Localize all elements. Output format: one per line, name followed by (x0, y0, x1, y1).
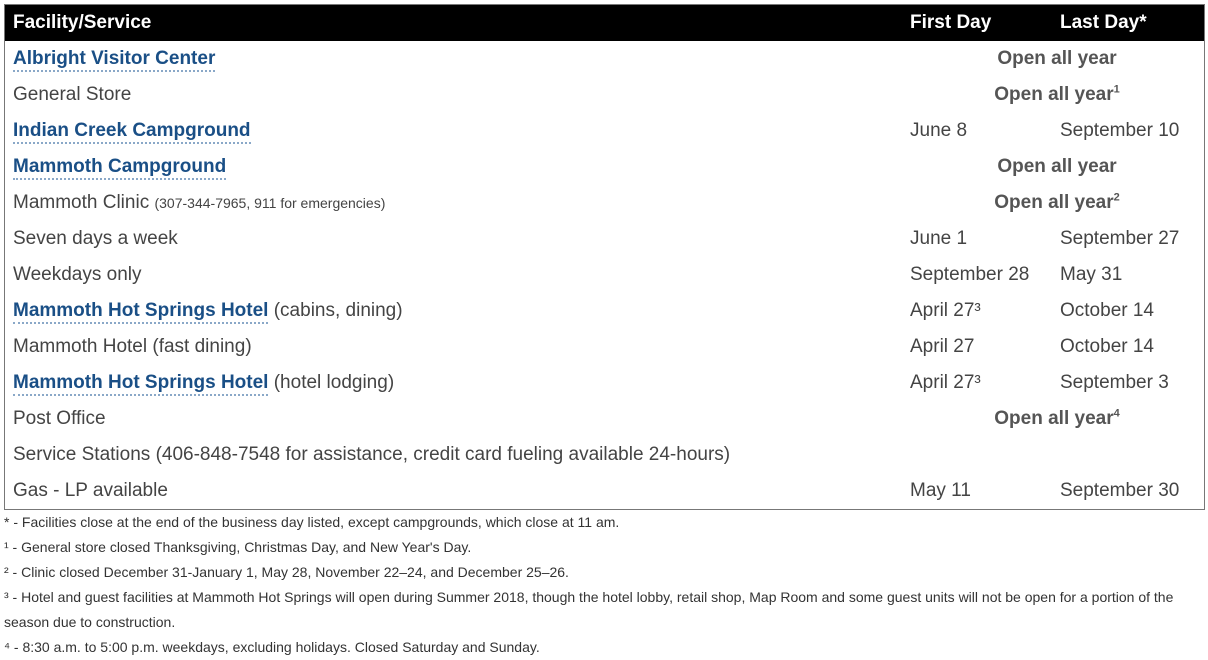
table-row (5, 293, 1205, 329)
table-row (5, 401, 1205, 437)
facility-name: Service Stations (406-848-7548 for assistance, credit card fueling available 24-hours) (13, 444, 731, 465)
footnote-3: ³ - Hotel and guest facilities at Mammoth Hot Springs will open during Summer 2018, though the hotel lobby, retail shop, Map Room and some guest units will not be open for a portion of the season due to construction. (4, 589, 1174, 630)
table-row (5, 41, 1205, 77)
table-row (5, 77, 1205, 113)
facility-subitem: Weekdays only (13, 264, 142, 285)
last-day-cell: September 10 (1060, 120, 1180, 141)
open-all-year-label: Open all year$^1$ (994, 83, 1120, 105)
table-row (5, 149, 1205, 185)
header-facility: Facility/Service (5, 5, 903, 42)
last-day-cell: October 14 (1060, 336, 1154, 357)
first-day-cell: April 27³ (910, 300, 981, 321)
table-row (5, 473, 1205, 510)
last-day-cell: May 31 (1060, 264, 1123, 285)
header-first-day: First Day (902, 5, 1052, 42)
facility-name: Post Office (13, 408, 106, 429)
last-day-cell: September 27 (1060, 228, 1180, 249)
header-last-day: Last Day* (1052, 5, 1205, 42)
mammoth-hot-springs-hotel-link[interactable]: Mammoth Hot Springs Hotel (13, 300, 268, 324)
facility-suffix: (cabins, dining) (268, 300, 403, 321)
first-day-cell: April 27³ (910, 372, 981, 393)
facility-subitem: Gas - LP available (13, 480, 168, 501)
footnote-4: ⁴ - 8:30 a.m. to 5:00 p.m. weekdays, excluding holidays. Closed Saturday and Sunday. (4, 639, 540, 655)
table-row (5, 437, 1205, 473)
footnote-marker: 1 (1113, 83, 1120, 96)
facility-name: Mammoth Hotel (fast dining) (13, 336, 252, 357)
first-day-cell: May 11 (910, 480, 971, 501)
facility-name: Mammoth Clinic (13, 192, 150, 213)
footnote-marker: 2 (1113, 191, 1120, 204)
table-row (5, 365, 1205, 401)
open-all-year-label: Open all year$^4$ (994, 407, 1120, 429)
table-row (5, 113, 1205, 149)
open-all-year-label: Open all year (997, 156, 1117, 177)
facility-schedule-table (4, 4, 1205, 510)
facility-suffix: (hotel lodging) (268, 372, 395, 393)
facility-name: General Store (13, 84, 132, 105)
open-all-year-label: Open all year$^2$ (994, 191, 1120, 213)
table-row (5, 257, 1205, 293)
footnote-1: ¹ - General store closed Thanksgiving, Christmas Day, and New Year's Day. (4, 539, 472, 555)
table-row (5, 221, 1205, 257)
mammoth-hot-springs-hotel-lodging-link[interactable]: Mammoth Hot Springs Hotel (13, 372, 268, 396)
first-day-cell: June 1 (910, 228, 968, 249)
last-day-cell: October 14 (1060, 300, 1154, 321)
footnote-2: ² - Clinic closed December 31-January 1, May 28, November 22–24, and December 25–26. (4, 564, 569, 580)
footnote-asterisk: * - Facilities close at the end of the business day listed, except campgrounds, which close at 11 am. (4, 514, 620, 530)
indian-creek-campground-link[interactable]: Indian Creek Campground (13, 120, 251, 144)
facility-subitem: Seven days a week (13, 228, 178, 249)
first-day-cell: April 27 (910, 336, 975, 357)
mammoth-campground-link[interactable]: Mammoth Campground (13, 156, 226, 180)
first-day-cell: June 8 (910, 120, 968, 141)
open-all-year-label: Open all year (997, 48, 1117, 69)
clinic-phone-note: (307-344-7965, 911 for emergencies) (154, 195, 386, 211)
last-day-cell: September 3 (1060, 372, 1169, 393)
footnote-marker: 4 (1113, 407, 1120, 420)
table-row (5, 185, 1205, 221)
last-day-cell: September 30 (1060, 480, 1180, 501)
footnotes (4, 510, 1194, 660)
albright-visitor-center-link[interactable]: Albright Visitor Center (13, 48, 215, 72)
table-row (5, 329, 1205, 365)
first-day-cell: September 28 (910, 264, 1030, 285)
table-header-row (5, 5, 1205, 42)
